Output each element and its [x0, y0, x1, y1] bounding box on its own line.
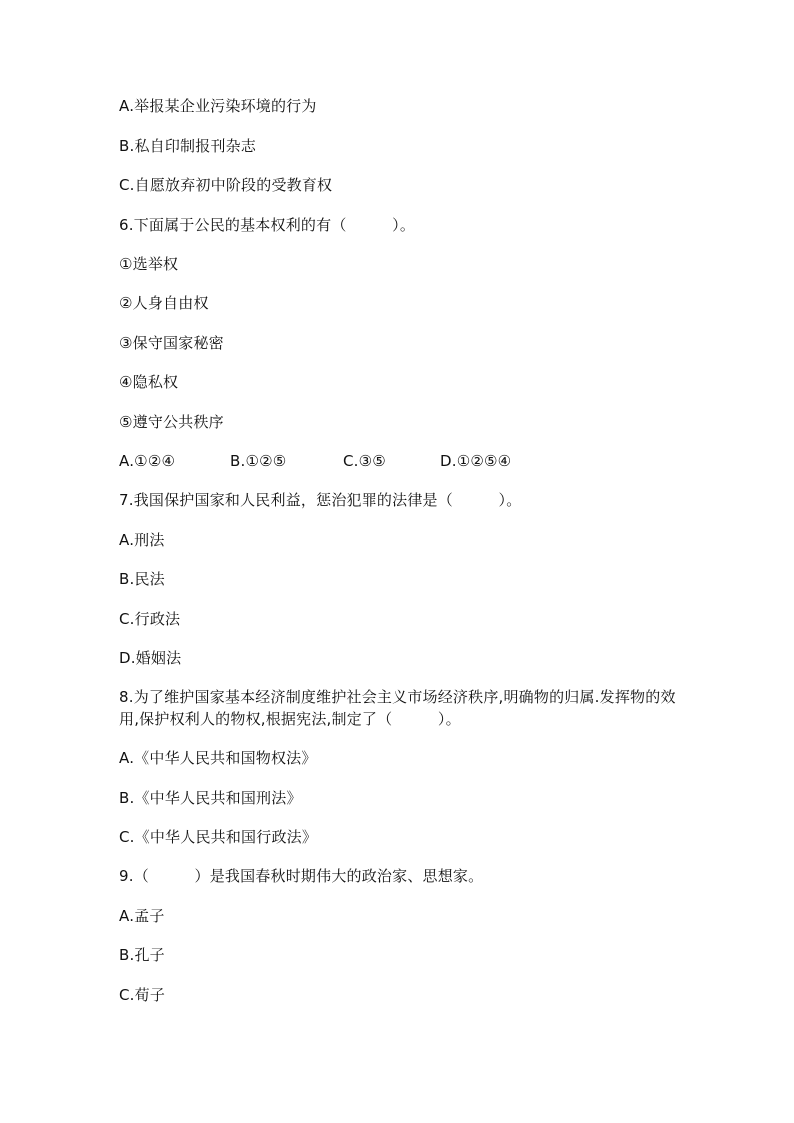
q7-option-a: A.刑法 [119, 531, 165, 549]
q7-option-c: C.行政法 [119, 610, 181, 628]
q6-item-4: ④隐私权 [119, 373, 179, 391]
q9-option-a: A.孟子 [119, 907, 165, 925]
q5-option-c: C.自愿放弃初中阶段的受教育权 [119, 176, 333, 194]
q6-option-d: D.①②⑤④ [440, 452, 512, 470]
q5-option-a: A.举报某企业污染环境的行为 [119, 97, 317, 115]
q7-stem: 7.我国保护国家和人民利益，惩治犯罪的法律是（ ）。 [119, 491, 522, 509]
q8-option-b: B.《中华人民共和国刑法》 [119, 789, 302, 807]
q9-option-b: B.孔子 [119, 946, 165, 964]
q6-stem: 6.下面属于公民的基本权利的有（ ）。 [119, 216, 416, 234]
q8-option-c: C.《中华人民共和国行政法》 [119, 828, 318, 846]
q5-option-b: B.私自印制报刊杂志 [119, 137, 257, 155]
q8-stem: 8.为了维护国家基本经济制度维护社会主义市场经济秩序,明确物的归属.发挥物的效用,保护权利人的物权,根据宪法,制定了（ ）。 [119, 688, 676, 728]
q6-item-1: ①选举权 [119, 255, 179, 273]
q8-option-a: A.《中华人民共和国物权法》 [119, 749, 317, 767]
q6-item-5: ⑤遵守公共秩序 [119, 413, 224, 431]
q6-item-2: ②人身自由权 [119, 294, 209, 312]
q6-option-b: B.①②⑤ [230, 452, 287, 470]
q7-option-b: B.民法 [119, 570, 165, 588]
q6-option-c: C.③⑤ [343, 452, 386, 470]
q9-stem: 9.（ ）是我国春秋时期伟大的政治家、思想家。 [119, 867, 484, 885]
q6-options [119, 451, 511, 471]
q6-option-a: A.①②④ [119, 452, 176, 470]
q6-item-3: ③保守国家秘密 [119, 334, 224, 352]
q7-option-d: D.婚姻法 [119, 649, 182, 667]
q9-option-c: C.荀子 [119, 986, 166, 1004]
